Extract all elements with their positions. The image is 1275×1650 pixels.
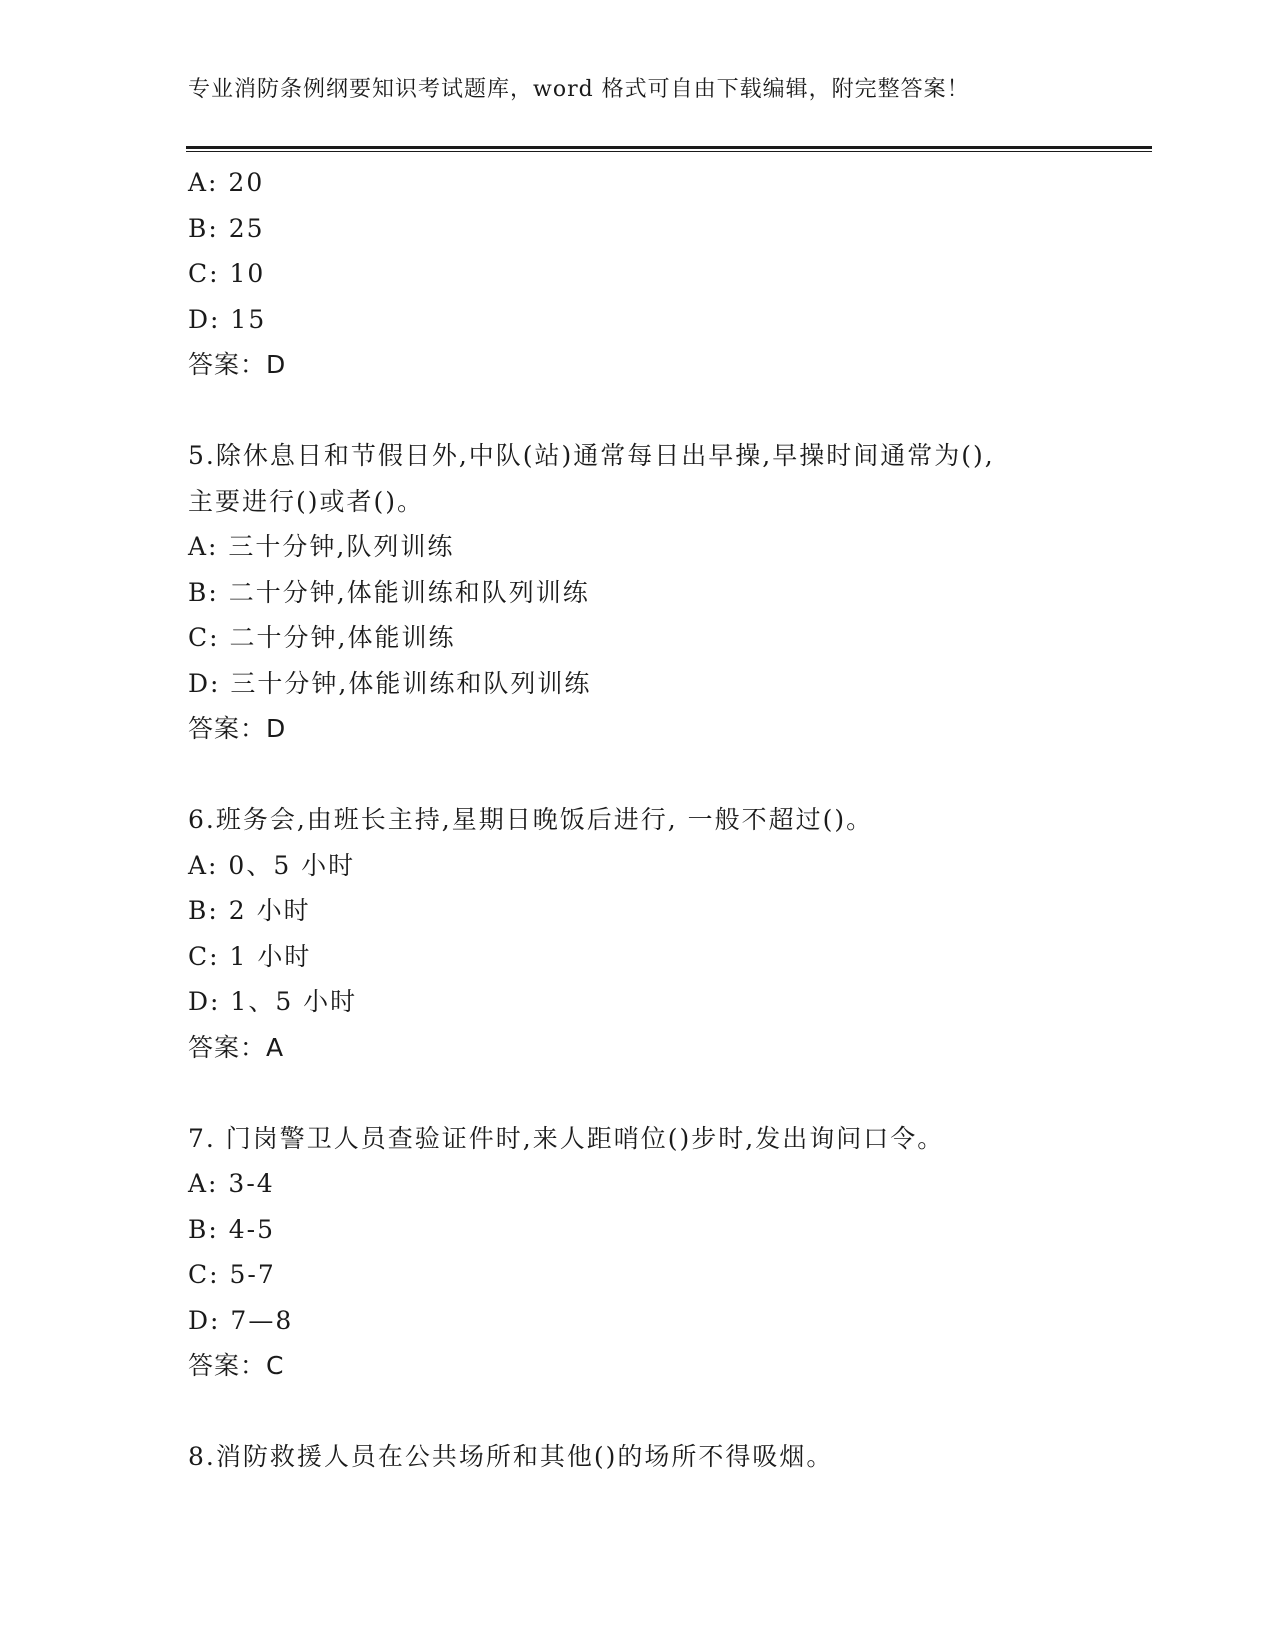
- spacer: [188, 1389, 1148, 1435]
- question-block: [188, 1116, 1148, 1389]
- option-c: C: 二十分钟,体能训练: [188, 623, 456, 652]
- option-b: B: 二十分钟,体能训练和队列训练: [188, 577, 590, 607]
- question-stem: 7. 门岗警卫人员查验证件时,来人距哨位()步时,发出询问口令。: [188, 1123, 945, 1153]
- option-a: A: 0、5 小时: [188, 850, 356, 880]
- question-stem: 8.消防救援人员在公共场所和其他()的场所不得吸烟。: [188, 1442, 834, 1471]
- answer-line: 答案：D: [188, 714, 287, 743]
- option-b: B: 25: [188, 213, 265, 243]
- option-d: D: 7—8: [188, 1305, 294, 1335]
- question-list: [188, 160, 1148, 1480]
- option-d: D: 1、5 小时: [188, 987, 358, 1016]
- answer-line: 答案：A: [188, 1032, 285, 1062]
- spacer: [188, 1070, 1148, 1116]
- question-stem-continued: 主要进行()或者()。: [188, 486, 425, 516]
- question-stem: 5.除休息日和节假日外,中队(站)通常每日出早操,早操时间通常为(),: [188, 441, 995, 470]
- question-block: [188, 433, 1148, 752]
- option-a: A: 三十分钟,队列训练: [188, 532, 455, 561]
- spacer: [188, 752, 1148, 798]
- option-d: D: 15: [188, 304, 267, 334]
- question-block: [188, 160, 1148, 388]
- answer-line: 答案：D: [188, 350, 287, 379]
- header-divider: [186, 146, 1152, 152]
- option-b: B: 4-5: [188, 1214, 275, 1244]
- option-b: B: 2 小时: [188, 896, 311, 925]
- option-a: A: 3-4: [188, 1169, 275, 1198]
- page-header: 专业消防条例纲要知识考试题库，word 格式可自由下载编辑，附完整答案！: [188, 77, 970, 102]
- question-block: [188, 797, 1148, 1070]
- option-c: C: 1 小时: [188, 941, 312, 971]
- answer-line: 答案：C: [188, 1351, 285, 1380]
- option-d: D: 三十分钟,体能训练和队列训练: [188, 668, 592, 698]
- question-stem: 6.班务会,由班长主持,星期日晚饭后进行, 一般不超过()。: [188, 805, 874, 834]
- question-block: [188, 1434, 1148, 1480]
- option-a: A: 20: [188, 168, 265, 197]
- option-c: C: 10: [188, 259, 266, 288]
- spacer: [188, 388, 1148, 434]
- option-c: C: 5-7: [188, 1260, 276, 1289]
